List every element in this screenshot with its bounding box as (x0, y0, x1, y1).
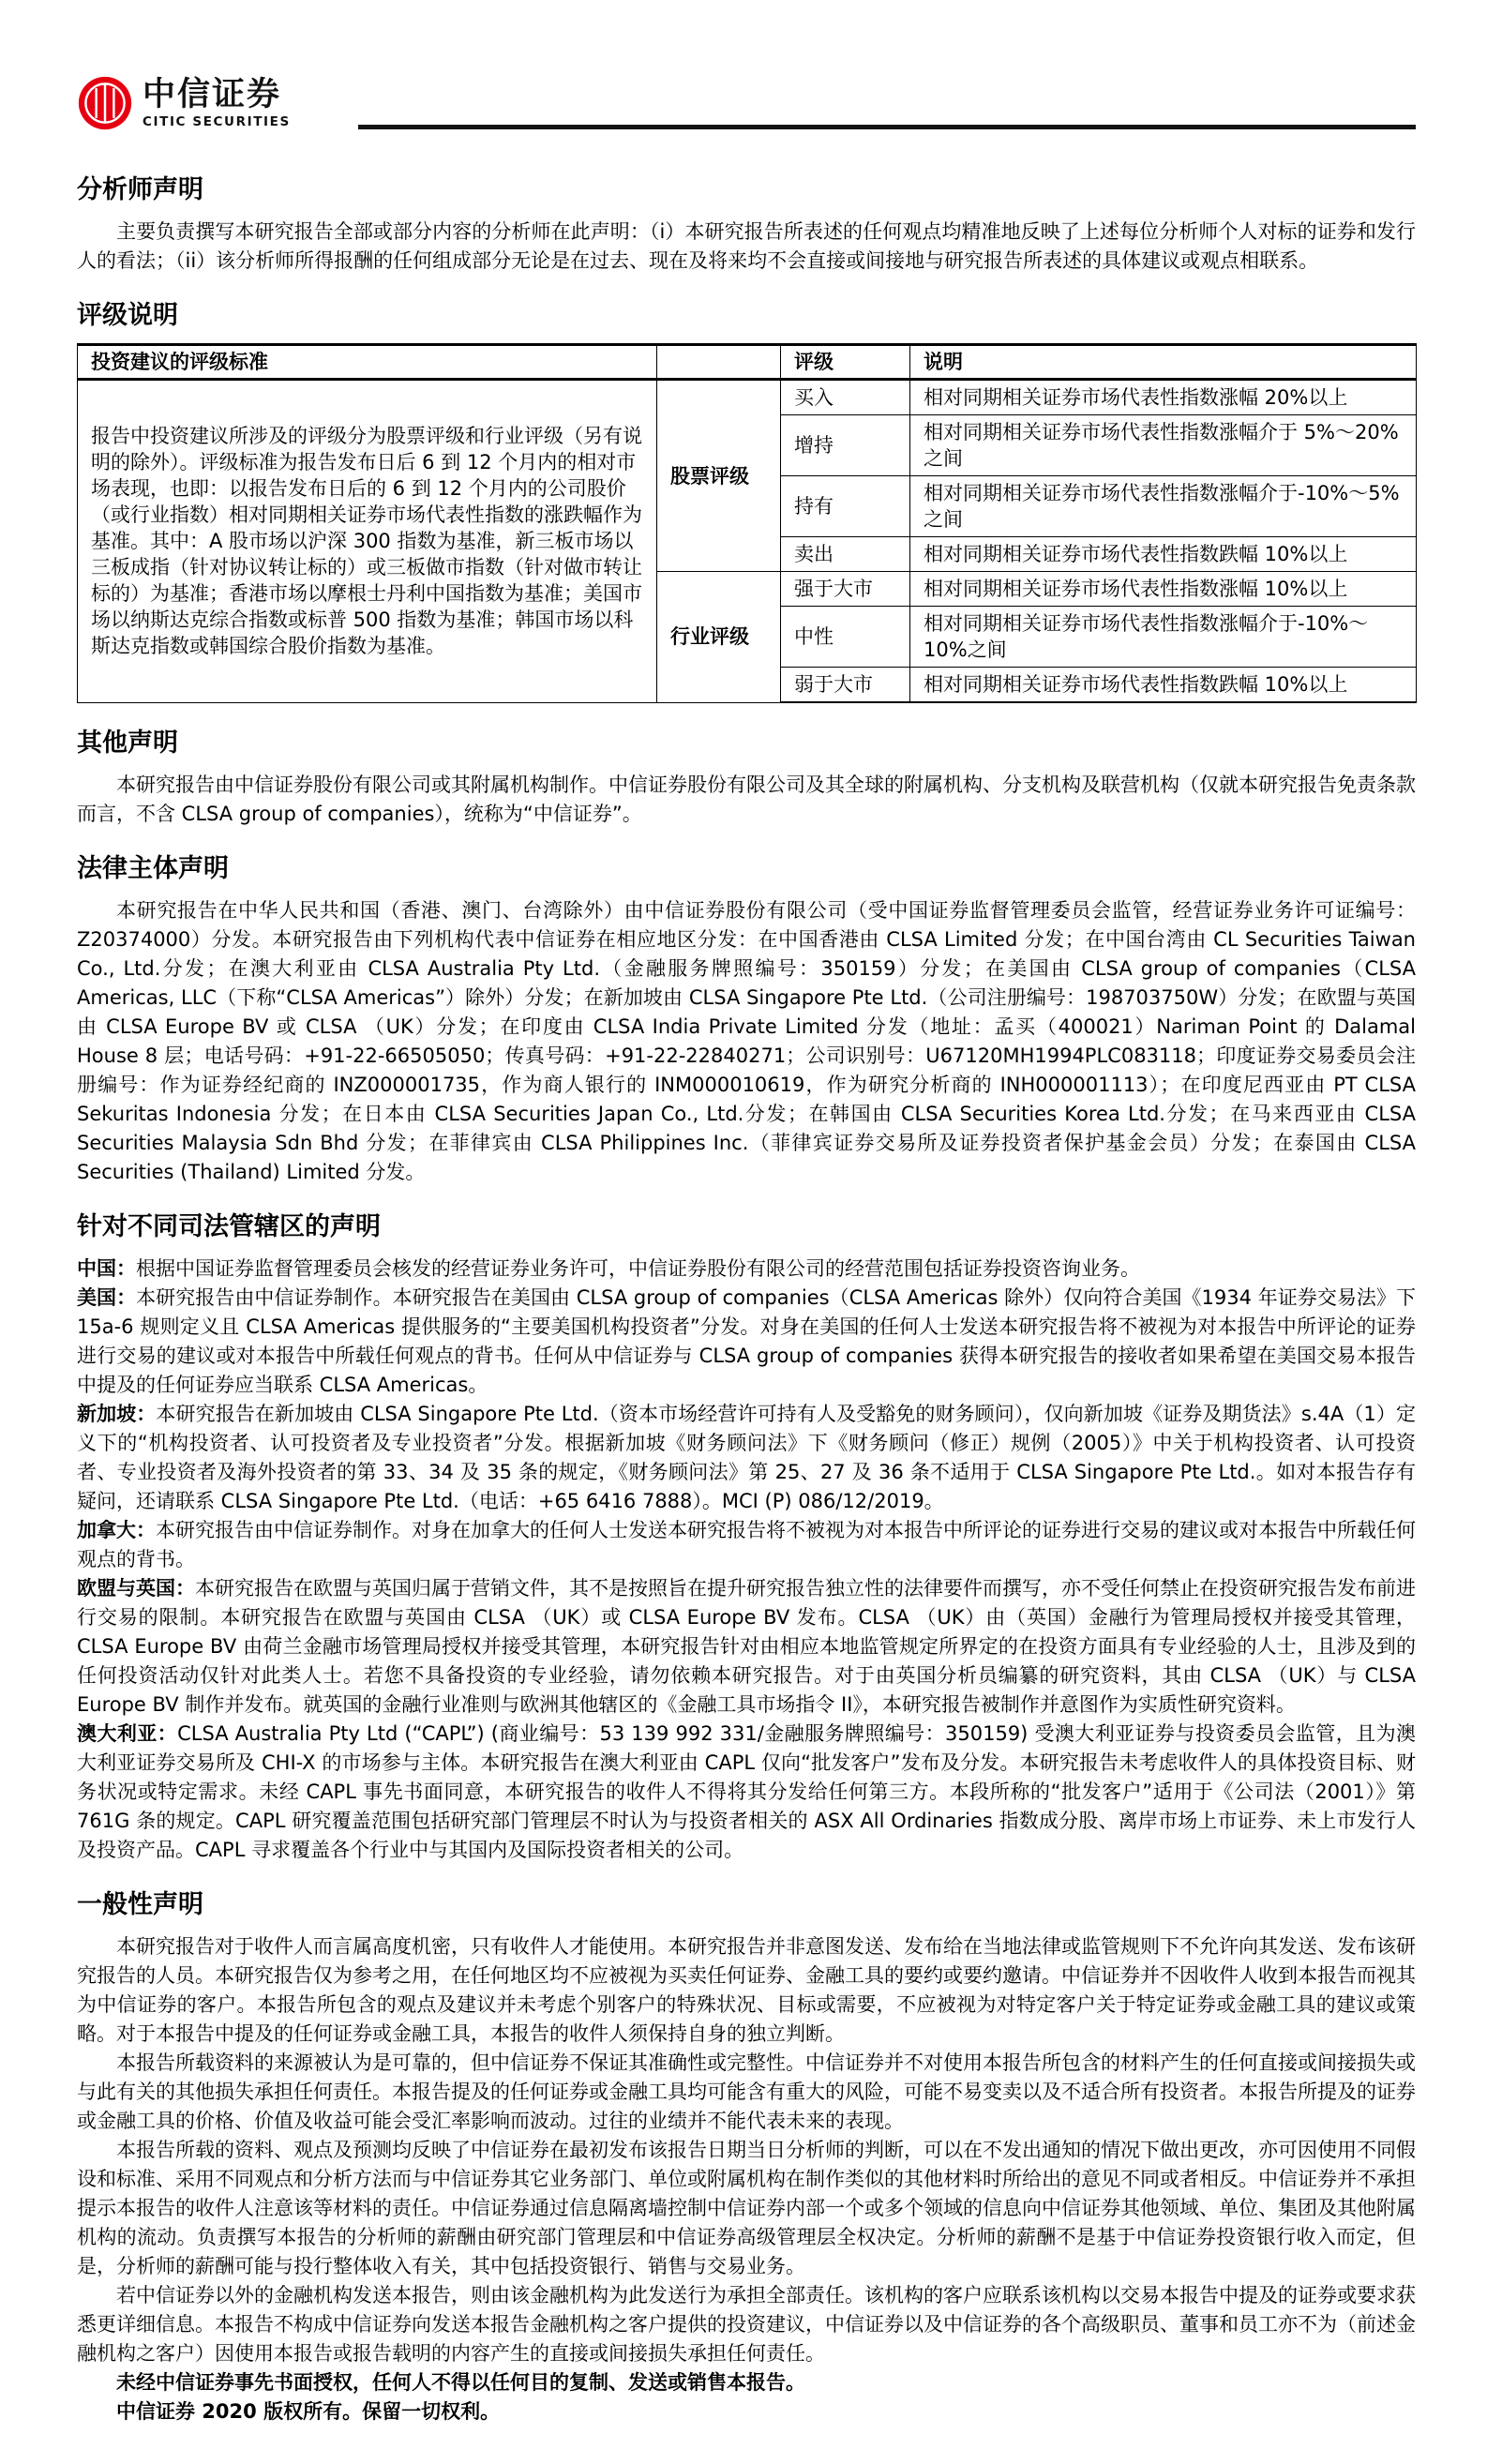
jurisdiction-item-canada (77, 1516, 1416, 1574)
section-analyst-statement (77, 174, 1416, 276)
header-rule (358, 125, 1416, 129)
section-rating-explanation (77, 300, 1416, 703)
no-reproduction-note: 未经中信证券事先书面授权，任何人不得以任何目的复制、发送或销售本报告。 (116, 2371, 805, 2394)
criteria-text-cell: 报告中投资建议所涉及的评级分为股票评级和行业评级（另有说明的除外）。评级标准为报告发布日后 6 到 12 个月内的相对市场表现，也即：以报告发布日后的 6 到 12 个月内的公司股价（或行业指数）相对同期相关证券市场代表性指数的涨跌幅作为基准。其中：A 股市场以沪深 300 指数为基准，新三板市场以三板成指（针对协议转让标的）或三板做市指数（针对做市转让标的）为基准；香港市场以摩根士丹利中国指数为基准；美国市场以纳斯达克综合指数或标普 500 指数为基准；韩国市场以科斯达克指数或韩国综合股价指数为基准。 (78, 380, 657, 703)
other-statement-title: 其他声明 (77, 729, 178, 758)
jurisdiction-item-usa (77, 1284, 1416, 1400)
page-header (77, 0, 1416, 131)
rating-cell: 弱于大市 (781, 668, 910, 703)
header-cell-empty (657, 345, 781, 380)
jurisdiction-item-australia (77, 1720, 1416, 1865)
logo-cn-text: 中信证券 (143, 76, 282, 113)
jurisdiction-body: 本研究报告由中信证券制作。本研究报告在美国由 CLSA group of companies（CLSA Americas 除外）仅向符合美国《1934 年证券交易法》下 15a-6 规则定义且 CLSA Americas 提供服务的“主要美国机构投资者”分发。对身在美国的任何人士发送本研究报告将不被视为对本报告中所评论的证券进行交易的建议或对本报告中所载任何观点的背书。任何从中信证券与 CLSA group of companies 获得本研究报告的接收者如果希望在美国交易本报告中提及的任何证券应当联系 CLSA Americas。 (77, 1286, 1416, 1396)
jurisdiction-label: 美国： (77, 1286, 137, 1309)
desc-cell: 相对同期相关证券市场代表性指数涨幅介于 5%～20%之间 (910, 415, 1417, 476)
jurisdiction-item-eu-uk (77, 1574, 1416, 1720)
section-legal-entity-statement (77, 853, 1416, 1187)
general-paragraph: 本研究报告对于收件人而言属高度机密，只有收件人才能使用。本研究报告并非意图发送、发布给在当地法律或监管规则下不允许向其发送、发布该研究报告的人员。本研究报告仅为参考之用，在任何地区均不应被视为买卖任何证券、金融工具的要约或要约邀请。中信证券并不因收件人收到本报告而视其为中信证券的客户。本报告所包含的观点及建议并未考虑个别客户的特殊状况、目标或需要，不应被视为对特定客户关于特定证券或金融工具的建议或策略。对于本报告中提及的任何证券或金融工具，本报告的收件人须保持自身的独立判断。 (77, 1935, 1416, 2045)
logo-text (143, 77, 291, 129)
jurisdiction-body: CLSA Australia Pty Ltd (“CAPL”) (商业编号：53 139 992 331/金融服务牌照编号：350159) 受澳大利亚证券与投资委员会监管，且为澳大利亚证券交易所及 CHI-X 的市场参与主体。本研究报告在澳大利亚由 CAPL 仅向“批发客户”发布及分发。本研究报告未考虑收件人的具体投资目标、财务状况或特定需求。未经 CAPL 事先书面同意，本研究报告的收件人不得将其分发给任何第三方。本段所称的“批发客户”适用于《公司法（2001）》第 761G 条的规定。CAPL 研究覆盖范围包括研究部门管理层不时认为与投资者相关的 ASX All Ordinaries 指数成分股、离岸市场上市证券、未上市发行人及投资产品。CAPL 寻求覆盖各个行业中与其国内及国际投资者相关的公司。 (77, 1722, 1417, 1861)
desc-cell: 相对同期相关证券市场代表性指数涨幅介于-10%～5%之间 (910, 476, 1417, 537)
jurisdiction-item-singapore (77, 1400, 1416, 1516)
jurisdiction-body: 本研究报告在新加坡由 CLSA Singapore Pte Ltd.（资本市场经营许可持有人及受豁免的财务顾问），仅向新加坡《证券及期货法》s.4A（1）定义下的“机构投资者、认可投资者及专业投资者”分发。根据新加坡《财务顾问法》下《财务顾问（修正）规例（2005）》中关于机构投资者、认可投资者、专业投资者及海外投资者的第 33、34 及 35 条的规定，《财务顾问法》第 25、27 及 36 条不适用于 CLSA Singapore Pte Ltd.。如对本报告存有疑问，还请联系 CLSA Singapore Pte Ltd.（电话：+65 6416 7888）。MCI (P) 086/12/2019。 (77, 1403, 1416, 1512)
jurisdiction-label: 澳大利亚： (77, 1722, 178, 1745)
citic-logo-icon (77, 75, 133, 131)
desc-cell: 相对同期相关证券市场代表性指数涨幅 10%以上 (910, 572, 1417, 607)
jurisdiction-label: 欧盟与英国： (77, 1577, 195, 1600)
rating-cell: 中性 (781, 607, 910, 668)
rating-cell: 买入 (781, 380, 910, 415)
jurisdiction-body: 根据中国证券监督管理委员会核发的经营证券业务许可，中信证券股份有限公司的经营范围包括证券投资咨询业务。 (136, 1257, 1140, 1280)
rating-cell: 强于大市 (781, 572, 910, 607)
desc-cell: 相对同期相关证券市场代表性指数跌幅 10%以上 (910, 668, 1417, 703)
other-statement-body: 本研究报告由中信证券股份有限公司或其附属机构制作。中信证券股份有限公司及其全球的附属机构、分支机构及联营机构（仅就本研究报告免责条款而言，不含 CLSA group of companies），统称为“中信证券”。 (77, 774, 1416, 825)
legal-entity-title: 法律主体声明 (77, 854, 229, 883)
section-general-statement (77, 1889, 1416, 2426)
desc-cell: 相对同期相关证券市场代表性指数涨幅 20%以上 (910, 380, 1417, 415)
jurisdiction-label: 加拿大： (77, 1519, 156, 1541)
jurisdiction-body: 本研究报告由中信证券制作。对身在加拿大的任何人士发送本研究报告将不被视为对本报告中所评论的证券进行交易的建议或对本报告中所载任何观点的背书。 (77, 1519, 1416, 1570)
rating-cell: 卖出 (781, 537, 910, 572)
jurisdiction-label: 中国： (77, 1257, 136, 1280)
citic-logo (77, 75, 291, 131)
header-cell-rating: 评级 (781, 345, 910, 380)
industry-rating-group-cell: 行业评级 (657, 572, 781, 703)
section-jurisdiction-statement (77, 1211, 1416, 1865)
jurisdiction-item-china (77, 1255, 1416, 1284)
section-other-statement (77, 728, 1416, 829)
jurisdiction-label: 新加坡： (77, 1403, 157, 1425)
desc-cell: 相对同期相关证券市场代表性指数跌幅 10%以上 (910, 537, 1417, 572)
jurisdiction-body: 本研究报告在欧盟与英国归属于营销文件，其不是按照旨在提升研究报告独立性的法律要件而撰写，亦不受任何禁止在投资研究报告发布前进行交易的限制。本研究报告在欧盟与英国由 CLSA （UK）或 CLSA Europe BV 发布。CLSA （UK）由（英国）金融行为管理局授权并接受其管理，CLSA Europe BV 由荷兰金融市场管理局授权并接受其管理，本研究报告针对由相应本地监管规定所界定的在投资方面具有专业经验的人士，且涉及到的任何投资活动仅针对此类人士。若您不具备投资的专业经验，请勿依赖本研究报告。对于由英国分析员编纂的研究资料，其由 CLSA （UK）与 CLSA Europe BV 制作并发布。就英国的金融行业准则与欧洲其他辖区的《金融工具市场指令 II》，本研究报告被制作并意图作为实质性研究资料。 (77, 1577, 1416, 1716)
rating-cell: 持有 (781, 476, 910, 537)
analyst-statement-body: 主要负责撰写本研究报告全部或部分内容的分析师在此声明：（i）本研究报告所表述的任何观点均精准地反映了上述每位分析师个人对标的证券和发行人的看法；（ii）该分析师所得报酬的任何组成部分无论是在过去、现在及将来均不会直接或间接地与研究报告所表述的具体建议或观点相联系。 (77, 220, 1416, 272)
rating-cell: 增持 (781, 415, 910, 476)
header-cell-criteria: 投资建议的评级标准 (78, 345, 657, 380)
general-paragraph: 若中信证券以外的金融机构发送本报告，则由该金融机构为此发送行为承担全部责任。该机构的客户应联系该机构以交易本报告中提及的证券或要求获悉更详细信息。本报告不构成中信证券向发送本报告金融机构之客户提供的投资建议，中信证券以及中信证券的各个高级职员、董事和员工亦不为（前述金融机构之客户）因使用本报告或报告载明的内容产生的直接或间接损失承担任何责任。 (77, 2284, 1416, 2365)
rating-table (77, 343, 1417, 703)
header-cell-desc: 说明 (910, 345, 1417, 380)
rating-explanation-title: 评级说明 (77, 301, 178, 330)
general-paragraph: 本报告所载资料的来源被认为是可靠的，但中信证券不保证其准确性或完整性。中信证券并不对使用本报告所包含的材料产生的任何直接或间接损失或与此有关的其他损失承担任何责任。本报告提及的任何证券或金融工具均可能含有重大的风险，可能不易变卖以及不适合所有投资者。本报告所提及的证券或金融工具的价格、价值及收益可能会受汇率影响而波动。过往的业绩并不能代表未来的表现。 (77, 2051, 1416, 2132)
copyright-line: 中信证券 2020 版权所有。保留一切权利。 (116, 2400, 501, 2423)
rating-table-header-row (78, 345, 1417, 380)
jurisdiction-title: 针对不同司法管辖区的声明 (77, 1212, 381, 1241)
general-statement-title: 一般性声明 (77, 1890, 203, 1919)
table-row (78, 380, 1417, 415)
logo-en-text: CITIC SECURITIES (143, 114, 291, 129)
desc-cell: 相对同期相关证券市场代表性指数涨幅介于-10%～10%之间 (910, 607, 1417, 668)
stock-rating-group-cell: 股票评级 (657, 380, 781, 572)
analyst-statement-title: 分析师声明 (77, 175, 203, 204)
general-paragraph: 本报告所载的资料、观点及预测均反映了中信证券在最初发布该报告日期当日分析师的判断，可以在不发出通知的情况下做出更改，亦可因使用不同假设和标准、采用不同观点和分析方法而与中信证券其它业务部门、单位或附属机构在制作类似的其他材料时所给出的意见不同或者相反。中信证券并不承担提示本报告的收件人注意该等材料的责任。中信证券通过信息隔离墙控制中信证券内部一个或多个领域的信息向中信证券其他领域、单位、集团及其他附属机构的流动。负责撰写本报告的分析师的薪酬由研究部门管理层和中信证券高级管理层全权决定。分析师的薪酬不是基于中信证券投资银行收入而定，但是，分析师的薪酬可能与投行整体收入有关，其中包括投资银行、销售与交易业务。 (77, 2139, 1416, 2277)
legal-entity-body: 本研究报告在中华人民共和国（香港、澳门、台湾除外）由中信证券股份有限公司（受中国证券监督管理委员会监管，经营证券业务许可证编号：Z20374000）分发。本研究报告由下列机构代表中信证券在相应地区分发：在中国香港由 CLSA Limited 分发；在中国台湾由 CL Securities Taiwan Co., Ltd.分发；在澳大利亚由 CLSA Australia Pty Ltd.（金融服务牌照编号：350159）分发；在美国由 CLSA group of companies（CLSA Americas, LLC（下称“CLSA Americas”）除外）分发；在新加坡由 CLSA Singapore Pte Ltd.（公司注册编号：198703750W）分发；在欧盟与英国由 CLSA Europe BV 或 CLSA （UK）分发；在印度由 CLSA India Private Limited 分发（地址：孟买（400021）Nariman Point 的 Dalamal House 8 层；电话号码：+91-22-66505050；传真号码：+91-22-22840271；公司识别号：U67120MH1994PLC083118；印度证券交易委员会注册编号：作为证券经纪商的 INZ000001735，作为商人银行的 INM000010619，作为研究分析商的 INH000001113）；在印度尼西亚由 PT CLSA Sekuritas Indonesia 分发；在日本由 CLSA Securities Japan Co., Ltd.分发；在韩国由 CLSA Securities Korea Ltd.分发；在马来西亚由 CLSA Securities Malaysia Sdn Bhd 分发；在菲律宾由 CLSA Philippines Inc.（菲律宾证券交易所及证券投资者保护基金会员）分发；在泰国由 CLSA Securities (Thailand) Limited 分发。 (77, 899, 1416, 1183)
